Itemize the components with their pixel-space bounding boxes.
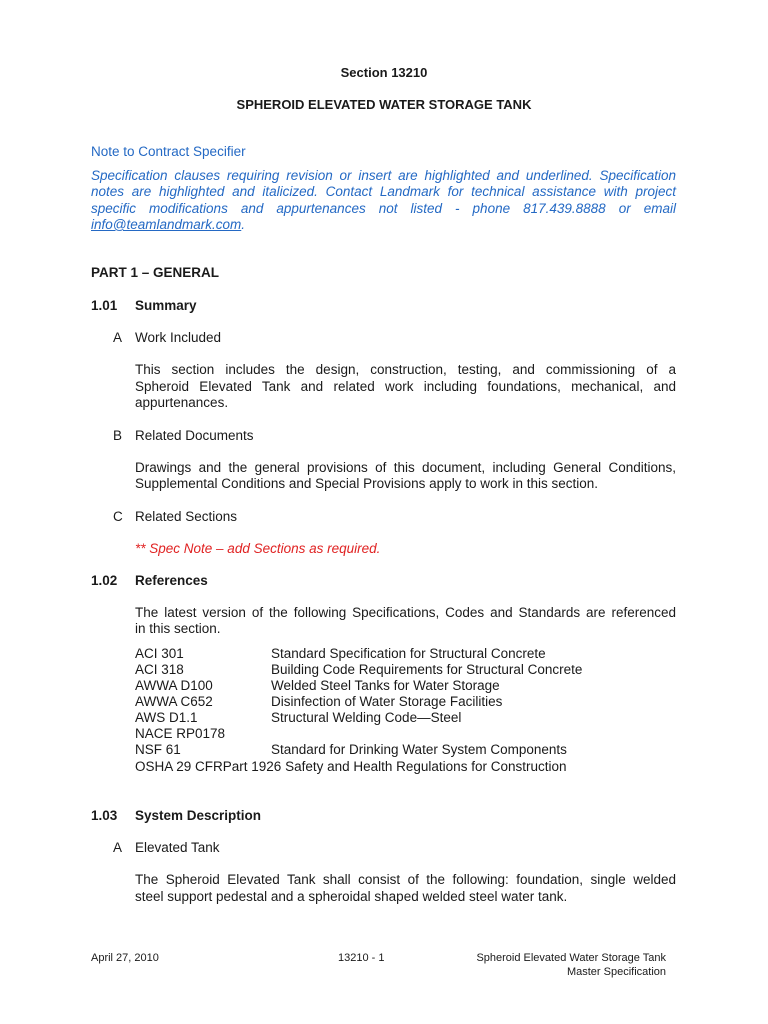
section-number: Section 13210: [340, 65, 428, 80]
s103-a-title: Elevated Tank: [135, 840, 220, 855]
s101-b-line-2: Supplemental Conditions and Special Provisions apply to work in this section.: [135, 476, 599, 491]
reference-code: AWWA D100: [135, 678, 213, 693]
s103-a-line-2: steel support pedestal and a spheroidal shaped welded steel water tank.: [135, 889, 568, 904]
s101-b-line-1: Drawings and the general provisions of this document, including General Conditions,: [135, 460, 676, 475]
spec-note: ** Spec Note – add Sections as required.: [135, 541, 381, 556]
s101-c-letter: C: [113, 509, 123, 524]
footer-page-number: 13210 - 1: [338, 952, 385, 964]
reference-desc: Disinfection of Water Storage Facilities: [271, 694, 503, 709]
email-suffix: .: [241, 217, 246, 232]
reference-desc: Standard for Drinking Water System Components: [271, 742, 567, 757]
note-line-4: [91, 217, 245, 232]
s101-b-letter: B: [113, 428, 123, 443]
s102-title: References: [135, 573, 208, 588]
note-line-1: Specification clauses requiring revision or insert are highlighted and underlined. Specification: [91, 168, 676, 183]
reference-desc: Standard Specification for Structural Concrete: [271, 646, 546, 661]
reference-row: [135, 662, 582, 677]
reference-code: AWS D1.1: [135, 710, 198, 725]
s102-intro-line-1: The latest version of the following Specifications, Codes and Standards are referenced: [135, 605, 676, 620]
s101-c-title: Related Sections: [135, 509, 238, 524]
part1-heading: PART 1 – GENERAL: [91, 265, 220, 280]
s101-a-letter: A: [113, 330, 123, 345]
s103-number: 1.03: [91, 808, 118, 823]
s103-a-letter: A: [113, 840, 123, 855]
reference-code: ACI 318: [135, 662, 184, 677]
reference-code: NACE RP0178: [135, 726, 226, 741]
reference-code: ACI 301: [135, 646, 184, 661]
document-title: SPHEROID ELEVATED WATER STORAGE TANK: [236, 97, 532, 112]
s101-a-line-2: Spheroid Elevated Tank and related work including foundations, mechanical, and: [135, 379, 676, 394]
reference-row: [135, 726, 271, 741]
reference-desc: Structural Welding Code—Steel: [271, 710, 462, 725]
s102-intro-line-2: in this section.: [135, 621, 221, 636]
reference-desc: Building Code Requirements for Structural Concrete: [271, 662, 583, 677]
reference-osha: OSHA 29 CFRPart 1926 Safety and Health Regulations for Construction: [135, 759, 567, 774]
footer-title-line-1: Spheroid Elevated Water Storage Tank: [476, 952, 666, 964]
note-line-2: notes are highlighted and italicized. Contact Landmark for technical assistance with project: [91, 184, 676, 199]
reference-row: [135, 694, 502, 709]
s101-b-title: Related Documents: [135, 428, 254, 443]
s103-a-line-1: The Spheroid Elevated Tank shall consist of the following: foundation, single welded: [135, 872, 676, 887]
s101-a-line-3: appurtenances.: [135, 395, 229, 410]
note-heading: Note to Contract Specifier: [91, 144, 246, 159]
s101-a-line-1: This section includes the design, construction, testing, and commissioning of a: [135, 362, 676, 377]
footer-date: April 27, 2010: [91, 952, 159, 964]
s103-title: System Description: [135, 808, 262, 823]
s101-a-title: Work Included: [135, 330, 222, 345]
s101-number: 1.01: [91, 298, 118, 313]
reference-code: NSF 61: [135, 742, 181, 757]
reference-row: [135, 742, 567, 757]
reference-code: AWWA C652: [135, 694, 213, 709]
note-line-3: specific modifications and appurtenances not listed - phone 817.439.8888 or email: [91, 201, 676, 216]
s101-title: Summary: [135, 298, 197, 313]
reference-row: [135, 646, 546, 661]
reference-row: [135, 678, 500, 693]
reference-row: [135, 710, 461, 725]
reference-desc: Welded Steel Tanks for Water Storage: [271, 678, 500, 693]
s102-number: 1.02: [91, 573, 118, 588]
email-link[interactable]: info@teamlandmark.com: [91, 217, 242, 232]
footer-title-line-2: Master Specification: [566, 966, 666, 978]
